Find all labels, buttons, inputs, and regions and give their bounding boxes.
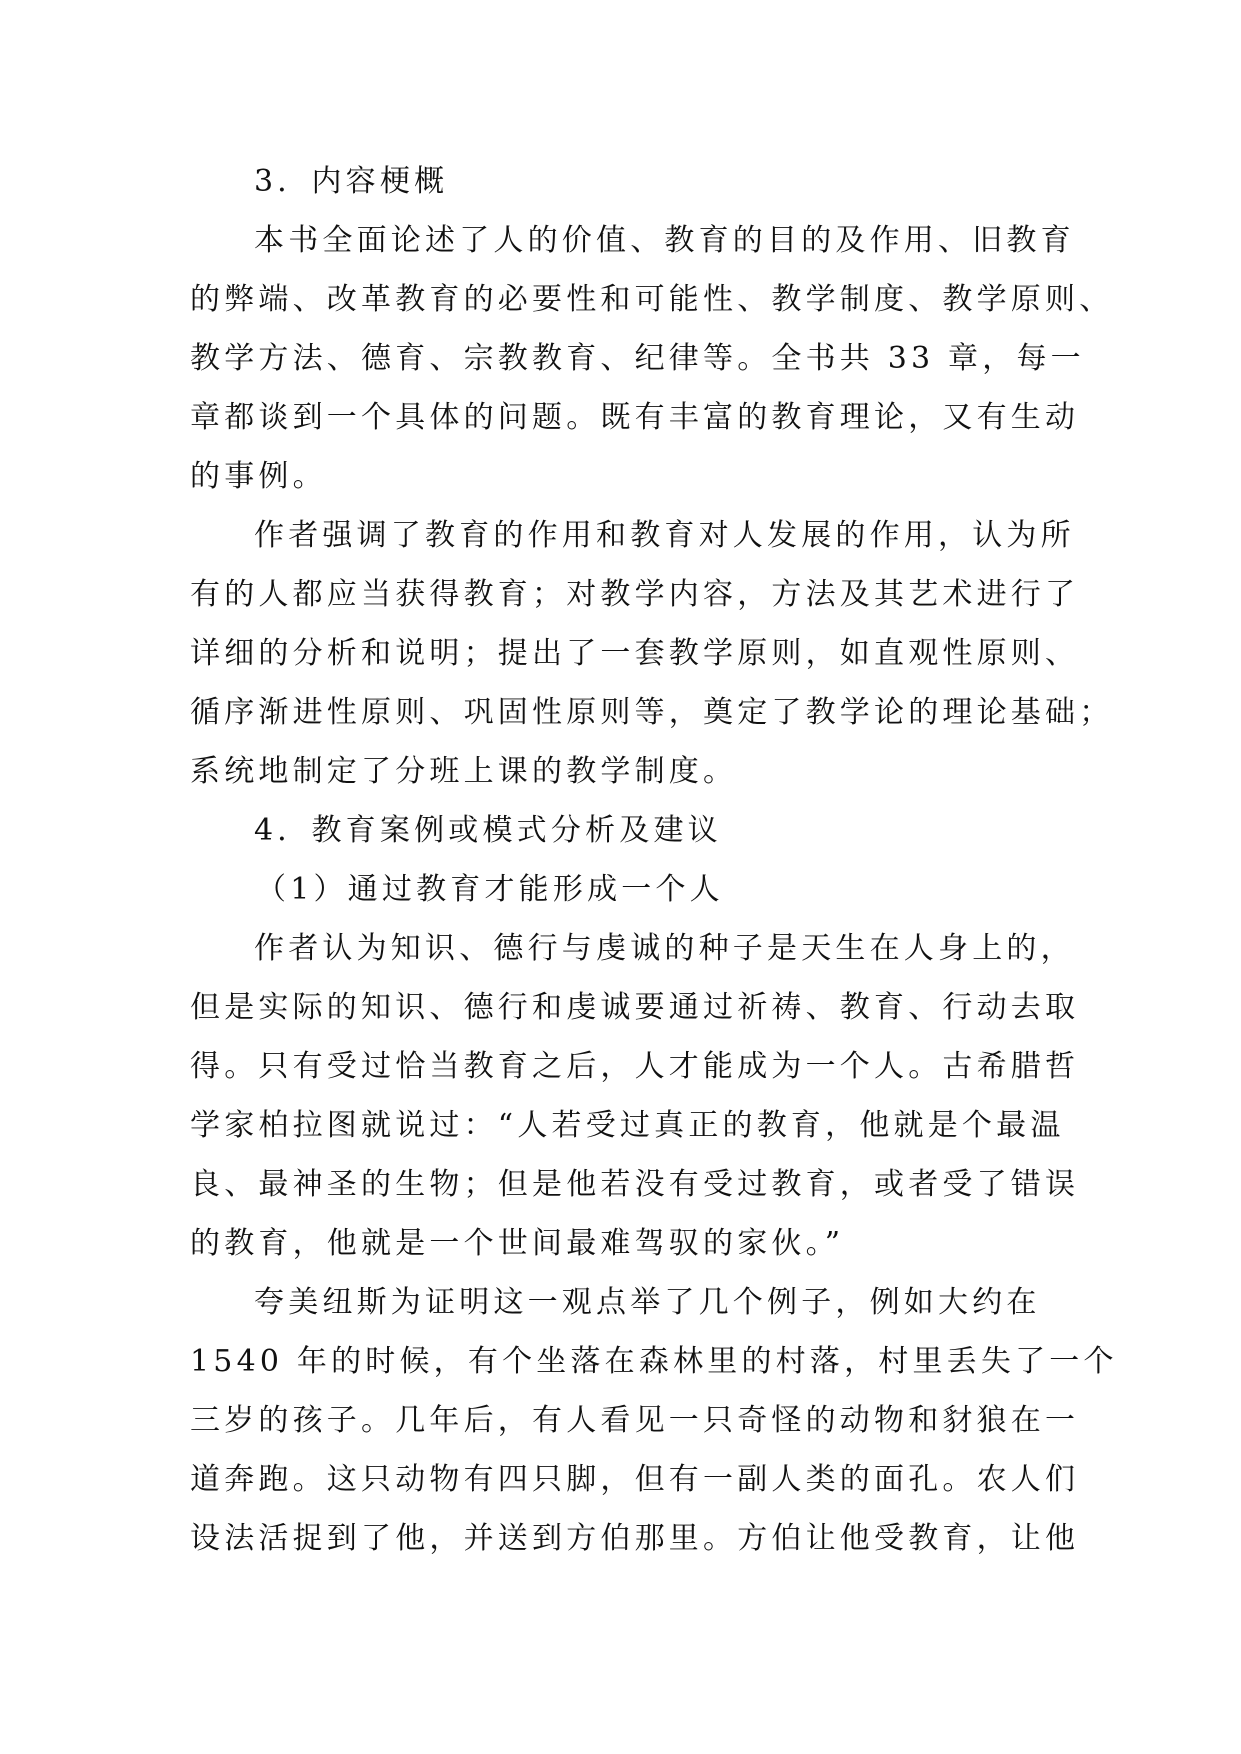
text-line: 但是实际的知识、德行和虔诚要通过祈祷、教育、行动去取 xyxy=(190,990,1080,1025)
text-line: 良、最神圣的生物；但是他若没有受过教育，或者受了错误 xyxy=(190,1167,1080,1202)
subsection-heading-1: （1）通过教育才能形成一个人 xyxy=(256,872,724,907)
text-line: 的弊端、改革教育的必要性和可能性、教学制度、教学原则、 xyxy=(190,282,1114,317)
text-line: 夸美纽斯为证明这一观点举了几个例子，例如大约在 xyxy=(254,1285,1041,1320)
text-line: 教学方法、德育、宗教教育、纪律等。全书共 33 章，每一 xyxy=(190,341,1085,376)
text-line: 循序渐进性原则、巩固性原则等，奠定了教学论的理论基础； xyxy=(190,695,1114,730)
text-line: 作者强调了教育的作用和教育对人发展的作用，认为所 xyxy=(254,518,1075,553)
text-line: 设法活捉到了他，并送到方伯那里。方伯让他受教育，让他 xyxy=(190,1521,1080,1556)
text-line: 作者认为知识、德行与虔诚的种子是天生在人身上的， xyxy=(254,931,1075,966)
text-line: 得。只有受过恰当教育之后，人才能成为一个人。古希腊哲 xyxy=(190,1049,1080,1084)
text-line: 详细的分析和说明；提出了一套教学原则，如直观性原则、 xyxy=(190,636,1080,671)
document-page xyxy=(190,152,1118,1568)
text-line: 系统地制定了分班上课的教学制度。 xyxy=(190,754,738,789)
text-line: 学家柏拉图就说过：“人若受过真正的教育，他就是个最温 xyxy=(190,1108,1065,1143)
section-heading-4: 4．教育案例或模式分析及建议 xyxy=(254,813,722,848)
text-line: 章都谈到一个具体的问题。既有丰富的教育理论，又有生动 xyxy=(190,400,1080,435)
text-line: 1540 年的时候，有个坐落在森林里的村落，村里丢失了一个 xyxy=(190,1344,1118,1379)
text-line: 三岁的孩子。几年后，有人看见一只奇怪的动物和豺狼在一 xyxy=(190,1403,1080,1438)
text-line: 本书全面论述了人的价值、教育的目的及作用、旧教育 xyxy=(254,223,1075,258)
section-heading-3: 3．内容梗概 xyxy=(254,164,449,199)
text-line: 的教育，他就是一个世间最难驾驭的家伙。” xyxy=(190,1226,845,1261)
text-line: 道奔跑。这只动物有四只脚，但有一副人类的面孔。农人们 xyxy=(190,1462,1080,1497)
text-line: 的事例。 xyxy=(190,459,327,494)
text-line: 有的人都应当获得教育；对教学内容，方法及其艺术进行了 xyxy=(190,577,1080,612)
